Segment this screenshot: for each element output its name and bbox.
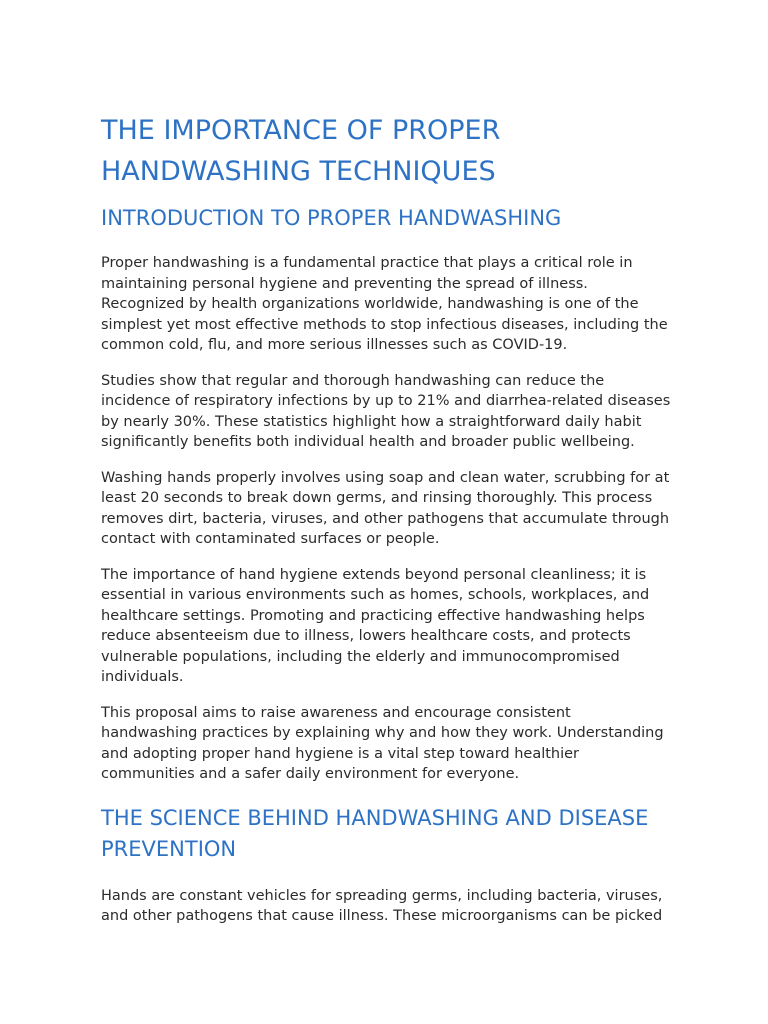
document-page — [101, 110, 671, 942]
paragraph-intro-1: Proper handwashing is a fundamental practice that plays a critical role in maintaining personal hygiene and preventing the spread of illness. Recognized by health organizations worldwide, handwashing is one of the simplest yet most effective methods to stop infectious diseases, including the common cold, flu, and more serious illnesses such as COVID-19. — [101, 255, 668, 353]
paragraph-science-1: Hands are constant vehicles for spreading germs, including bacteria, viruses, and other pathogens that cause illness. These microorganisms can be picked — [101, 887, 663, 924]
paragraph-intro-3: Washing hands properly involves using soap and clean water, scrubbing for at least 20 seconds to break down germs, and rinsing thoroughly. This process removes dirt, bacteria, viruses, and other pathogens that accumulate through contact with contaminated surfaces or people. — [101, 469, 670, 547]
document-title: THE IMPORTANCE OF PROPER HANDWASHING TECHNIQUES — [101, 115, 501, 187]
section-heading-introduction: INTRODUCTION TO PROPER HANDWASHING — [101, 206, 562, 230]
paragraph-intro-4: The importance of hand hygiene extends beyond personal cleanliness; it is essential in various environments such as homes, schools, workplaces, and healthcare settings. Promoting and practicing effective handwashing helps reduce absenteeism due to illness, lowers healthcare costs, and protects vulnerable populations, including the elderly and immunocompromised individuals. — [101, 566, 650, 685]
paragraph-intro-5: This proposal aims to raise awareness and encourage consistent handwashing practices by explaining why and how they work. Understanding and adopting proper hand hygiene is a vital step toward healthier communities and a safer daily environment for everyone. — [101, 704, 664, 782]
paragraph-intro-2: Studies show that regular and thorough handwashing can reduce the incidence of respiratory infections by up to 21% and diarrhea-related diseases by nearly 30%. These statistics highlight how a straightforward daily habit significantly benefits both individual health and broader public wellbeing. — [101, 372, 671, 450]
section-heading-science: THE SCIENCE BEHIND HANDWASHING AND DISEASE PREVENTION — [101, 805, 649, 861]
